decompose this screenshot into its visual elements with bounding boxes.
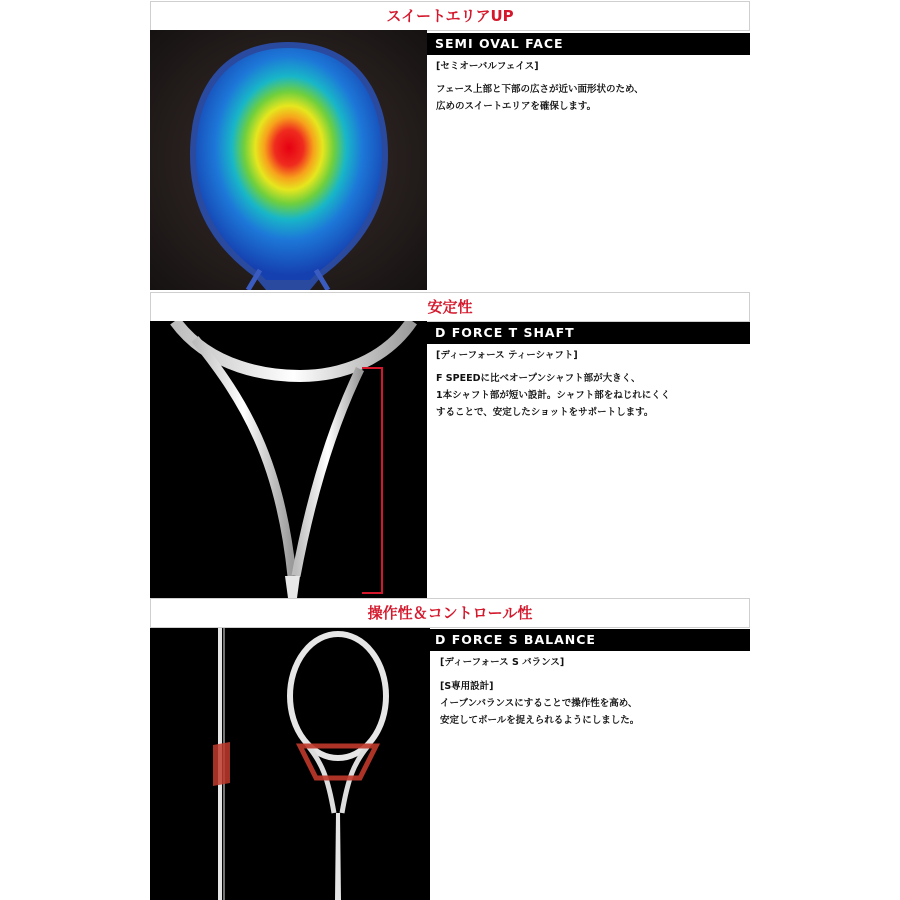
feature-subtitle: [セミオーバルフェイス] xyxy=(436,61,539,72)
section-sweet-area xyxy=(150,0,750,290)
feature-header: D FORCE S BALANCE xyxy=(427,629,750,651)
section-stability xyxy=(150,291,750,598)
feature-note: [S専用設計] xyxy=(440,681,494,692)
feature-line: 安定してボールを捉えられるようにしました。 xyxy=(440,715,640,726)
section-title: 安定性 xyxy=(150,292,750,322)
shaft-image xyxy=(150,321,427,598)
section-control xyxy=(150,598,750,900)
feature-subtitle: [ディーフォース S バランス] xyxy=(440,657,565,668)
feature-line: 1本シャフト部が短い設計。シャフト部をねじれにくく xyxy=(436,390,671,401)
section-title: 操作性＆コントロール性 xyxy=(150,598,750,628)
highlight-bracket xyxy=(362,368,382,593)
balance-image xyxy=(150,628,430,900)
racket-shaft-illustration xyxy=(150,321,427,598)
feature-line: フェース上部と下部の広さが近い面形状のため、 xyxy=(436,84,644,95)
section-title: スイートエリアUP xyxy=(150,1,750,31)
racket-face-heatmap xyxy=(150,30,427,290)
balance-highlight-side xyxy=(213,742,230,786)
feature-subtitle: [ディーフォース ティーシャフト] xyxy=(436,350,578,361)
feature-description xyxy=(436,58,644,115)
feature-line: 広めのスイートエリアを確保します。 xyxy=(436,101,597,112)
feature-header: D FORCE T SHAFT xyxy=(427,322,750,344)
feature-line: イーブンバランスにすることで操作性を高め、 xyxy=(440,698,638,709)
sweet-spot-image xyxy=(150,30,427,290)
racket-balance-illustration xyxy=(150,628,430,900)
feature-header: SEMI OVAL FACE xyxy=(427,33,750,55)
feature-line: することで、安定したショットをサポートします。 xyxy=(436,407,654,418)
feature-description xyxy=(436,347,670,421)
feature-description xyxy=(440,654,639,729)
feature-line: F SPEEDに比べオープンシャフト部が大きく、 xyxy=(436,373,641,384)
